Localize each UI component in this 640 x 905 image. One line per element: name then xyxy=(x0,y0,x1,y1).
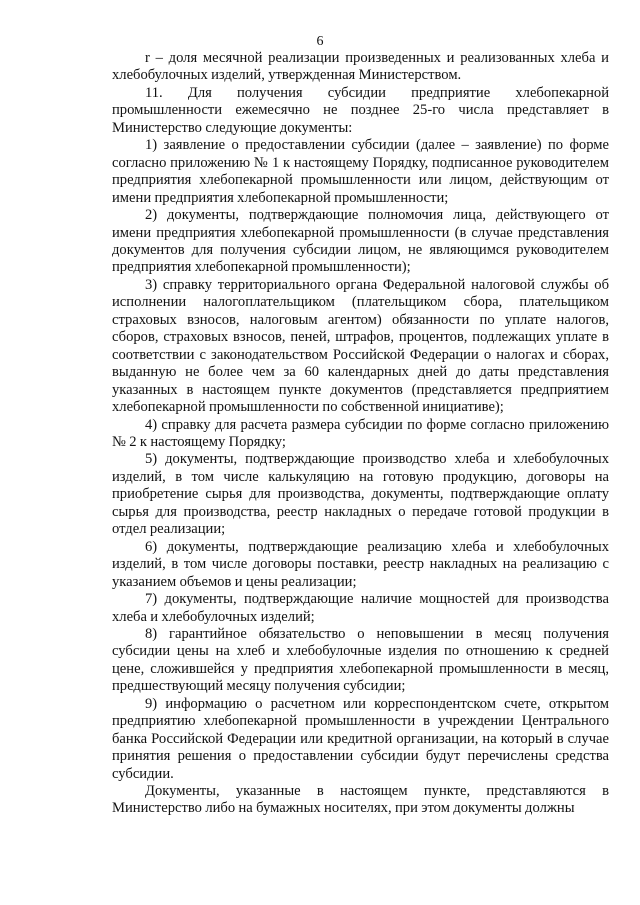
paragraph-subitem-7: 7) документы, подтверждающие наличие мощностей для производства хлеба и хлебобулочных изделий; xyxy=(112,591,609,625)
paragraph-item-11: 11. Для получения субсидии предприятие хлебопекарной промышленности ежемесячно не позднее 25-го числа представляет в Министерство следующие документы: xyxy=(112,84,609,136)
paragraph-subitem-3: 3) справку территориального органа Федеральной налоговой службы об исполнении налогоплательщиком (плательщиком сбора, плательщиком страховых взносов, налоговым агентом) обязанности по уплате налогов, сборов, страховых взносов, пеней, штрафов, процентов, подлежащих уплате в соответствии с законодательством Российской Федерации о налогах и сборах, выданную не более чем за 60 календарных дней до даты представления указанных в настоящем пункте документов (представляется предприятием хлебопекарной промышленности по собственной инициативе); xyxy=(112,276,609,416)
paragraph-subitem-5: 5) документы, подтверждающие производство хлеба и хлебобулочных изделий, в том числе калькуляцию на готовую продукцию, договоры на приобретение сырья для производства, документы, подтверждающие оплату сырья для производства, реестр накладных о передаче готовой продукции в отдел реализации; xyxy=(112,451,609,538)
paragraph-subitem-4: 4) справку для расчета размера субсидии по форме согласно приложению № 2 к настоящему Порядку; xyxy=(112,416,609,450)
paragraph-subitem-8: 8) гарантийное обязательство о неповышении в месяц получения субсидии цены на хлеб и хлебобулочные изделия по отношению к средней цене, сложившейся у предприятия хлебопекарной промышленности в месяц, предшествующий месяцу получения субсидии; xyxy=(112,625,609,695)
paragraph-subitem-1: 1) заявление о предоставлении субсидии (далее – заявление) по форме согласно приложению № 1 к настоящему Порядку, подписанное руководителем предприятия хлебопекарной промышленности или лицом, действующим от имени предприятия хлебопекарной промышленности; xyxy=(112,137,609,206)
paragraph-r-definition: r – доля месячной реализации произведенных и реализованных хлеба и хлебобулочных изделий, утвержденная Министерством. xyxy=(112,50,609,84)
document-body xyxy=(112,50,609,818)
paragraph-subitem-9: 9) информацию о расчетном или корреспондентском счете, открытом предприятию хлебопекарной промышленности в учреждении Центрального банка Российской Федерации или кредитной организации, на который в случае принятия решения о предоставлении субсидии будут перечислены средства субсидии. xyxy=(112,695,609,782)
page-number: 6 xyxy=(316,34,324,49)
paragraph-documents-submission: Документы, указанные в настоящем пункте, представляются в Министерство либо на бумажных носителях, при этом документы должны xyxy=(112,783,609,817)
paragraph-subitem-2: 2) документы, подтверждающие полномочия лица, действующего от имени предприятия хлебопекарной промышленности (в случае представления документов для получения субсидии лицом, не являющимся руководителем предприятия хлебопекарной промышленности); xyxy=(112,207,609,276)
paragraph-subitem-6: 6) документы, подтверждающие реализацию хлеба и хлебобулочных изделий, в том числе договоры поставки, реестр накладных на реализацию с указанием объемов и цены реализации; xyxy=(112,538,609,590)
